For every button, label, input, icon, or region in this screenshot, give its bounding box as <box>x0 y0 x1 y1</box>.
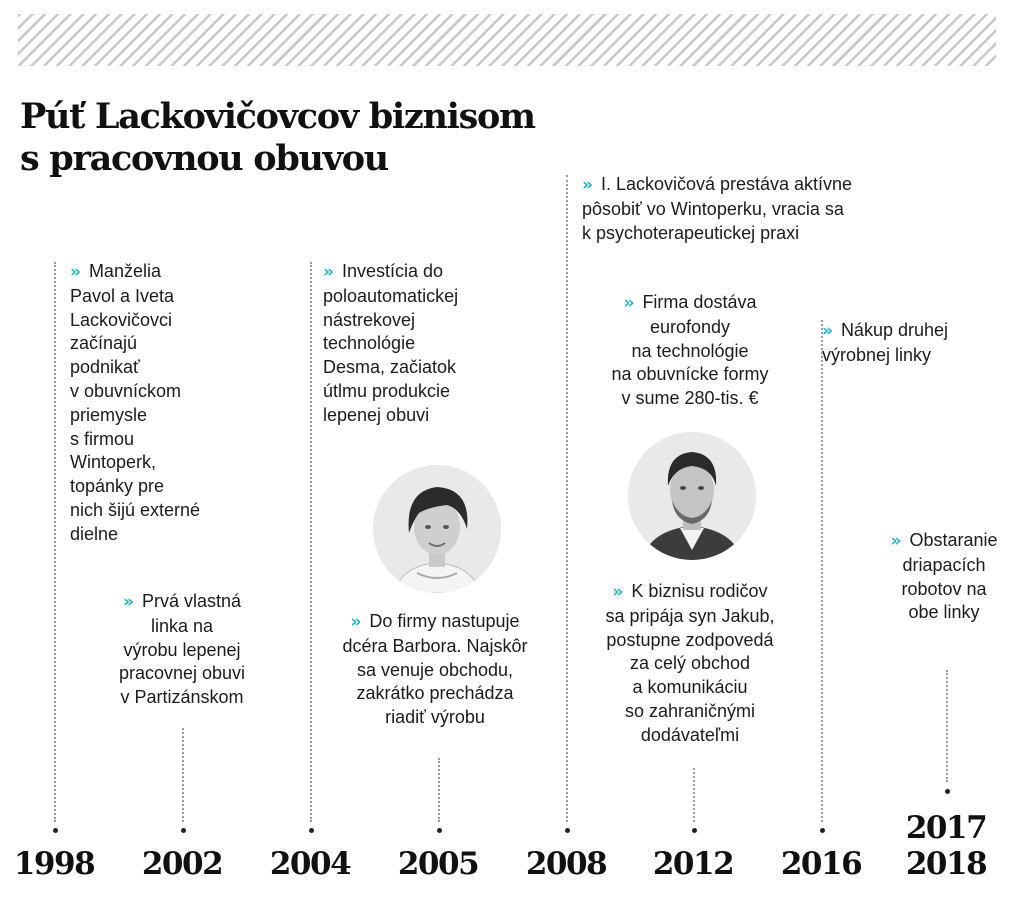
timeline-dot-2017 <box>945 789 950 794</box>
event-2012-eurofunds <box>590 291 790 411</box>
portrait-woman-photo <box>373 465 501 593</box>
event-text-line: sa venuje obchodu, <box>356 659 514 680</box>
timeline-guide-2012 <box>693 768 695 822</box>
event-text-line: Nákup druhej <box>840 320 949 340</box>
double-chevron-icon: ›› <box>612 582 624 602</box>
timeline-guide-2004 <box>310 262 312 822</box>
timeline-guide-2016 <box>821 320 823 822</box>
event-text-line: v obuvníckom <box>70 380 182 401</box>
portrait-man-photo <box>628 432 756 560</box>
timeline-guide-2008 <box>566 175 568 822</box>
timeline-guide-1998 <box>54 262 56 822</box>
year-label: 2002 <box>141 846 223 882</box>
event-text-line: Prvá vlastná <box>141 591 241 611</box>
double-chevron-icon: ›› <box>70 262 81 282</box>
hatch-decoration <box>18 14 996 66</box>
event-2004 <box>323 260 458 428</box>
timeline-guide-2017 <box>946 670 948 782</box>
event-2016 <box>822 319 948 368</box>
year-label: 2012 <box>652 846 734 882</box>
event-2002 <box>92 590 272 710</box>
double-chevron-icon: ›› <box>890 531 902 551</box>
event-2005 <box>325 610 545 730</box>
event-text-line: nich šijú externé <box>70 499 201 520</box>
event-2008 <box>582 173 852 245</box>
event-text-line: výrobu lepenej <box>123 639 241 660</box>
event-text-line: nástrekovej <box>323 309 416 330</box>
event-text-line: v sume 280-tis. € <box>621 388 759 409</box>
event-text-line: I. Lackovičová prestáva aktívne <box>600 174 853 194</box>
year-label: 2016 <box>780 846 862 882</box>
event-text-line: dodávateľmi <box>640 724 740 745</box>
double-chevron-icon: ›› <box>350 612 362 632</box>
event-text-line: k psychoterapeutickej praxi <box>582 222 800 243</box>
event-text-line: podnikať <box>70 357 140 378</box>
event-text-line: technológie <box>323 333 416 354</box>
timeline-dot-2008 <box>565 828 570 833</box>
event-text-line: Desma, začiatok <box>323 357 457 378</box>
event-text-line: dcéra Barbora. Najskôr <box>342 635 528 656</box>
double-chevron-icon: ›› <box>123 592 134 612</box>
timeline-dot-2004 <box>309 828 314 833</box>
event-text-line: s firmou <box>70 428 135 449</box>
event-text-line: Manželia <box>88 261 161 281</box>
event-text-line: eurofondy <box>649 316 731 337</box>
timeline-dot-2016 <box>820 828 825 833</box>
event-text-line: linka na <box>150 615 214 636</box>
event-text-line: v Partizánskom <box>120 687 244 708</box>
event-text-line: začínajú <box>70 333 138 354</box>
year-label: 2008 <box>525 846 607 882</box>
year-label: 2018 <box>905 846 987 882</box>
event-text-line: na technológie <box>631 340 749 361</box>
timeline-guide-2002 <box>182 728 184 822</box>
event-text-line: robotov na <box>901 578 987 599</box>
event-2017 <box>870 529 1018 625</box>
event-text-line: priemysle <box>70 404 148 425</box>
event-text-line: výrobnej linky <box>822 344 932 365</box>
year-label: 2017 <box>905 810 987 846</box>
double-chevron-icon: ›› <box>623 293 635 313</box>
event-text-line: sa pripája syn Jakub, <box>605 605 775 626</box>
timeline-dot-1998 <box>53 828 58 833</box>
event-text-line: pracovnej obuvi <box>118 663 246 684</box>
year-label: 1998 <box>13 846 95 882</box>
event-2012-jakub <box>585 580 795 748</box>
event-text-line: obe linky <box>908 602 980 623</box>
event-text-line: Wintoperk, <box>70 452 157 473</box>
event-text-line: Obstaranie <box>909 530 998 550</box>
event-text-line: poloautomatickej <box>323 285 459 306</box>
event-text-line: Firma dostáva <box>642 292 757 312</box>
timeline-dot-2012 <box>692 828 697 833</box>
event-text-line: Do firmy nastupuje <box>369 611 520 631</box>
event-text-line: dielne <box>70 523 119 544</box>
page-title: Púť Lackovičovcov biznisom s pracovnou obuvou <box>20 96 535 179</box>
event-text-line: driapacích <box>902 554 986 575</box>
event-text-line: postupne zodpovedá <box>606 629 774 650</box>
event-text-line: zakrátko prechádza <box>356 683 514 704</box>
event-text-line: na obuvnícke formy <box>611 364 769 385</box>
event-text-line: pôsobiť vo Wintoperku, vracia sa <box>582 198 844 219</box>
double-chevron-icon: ›› <box>582 175 593 195</box>
timeline-dot-2005 <box>437 828 442 833</box>
event-text-line: Investícia do <box>341 261 443 281</box>
event-text-line: topánky pre <box>70 476 165 497</box>
event-text-line: lepenej obuvi <box>323 404 430 425</box>
event-text-line: K biznisu rodičov <box>631 581 768 601</box>
double-chevron-icon: ›› <box>822 321 833 341</box>
event-text-line: Lackovičovci <box>70 309 173 330</box>
event-text-line: Pavol a Iveta <box>70 285 175 306</box>
event-text-line: riadiť výrobu <box>385 707 485 728</box>
event-text-line: útlmu produkcie <box>323 380 451 401</box>
event-text-line: a komunikáciu <box>632 677 748 698</box>
event-text-line: so zahraničnými <box>624 700 756 721</box>
event-text-line: za celý obchod <box>629 653 751 674</box>
year-label: 2005 <box>397 846 479 882</box>
double-chevron-icon: ›› <box>323 262 334 282</box>
timeline-dot-2002 <box>181 828 186 833</box>
timeline-guide-2005 <box>438 758 440 822</box>
year-label: 2004 <box>269 846 351 882</box>
event-1998 <box>70 260 200 547</box>
